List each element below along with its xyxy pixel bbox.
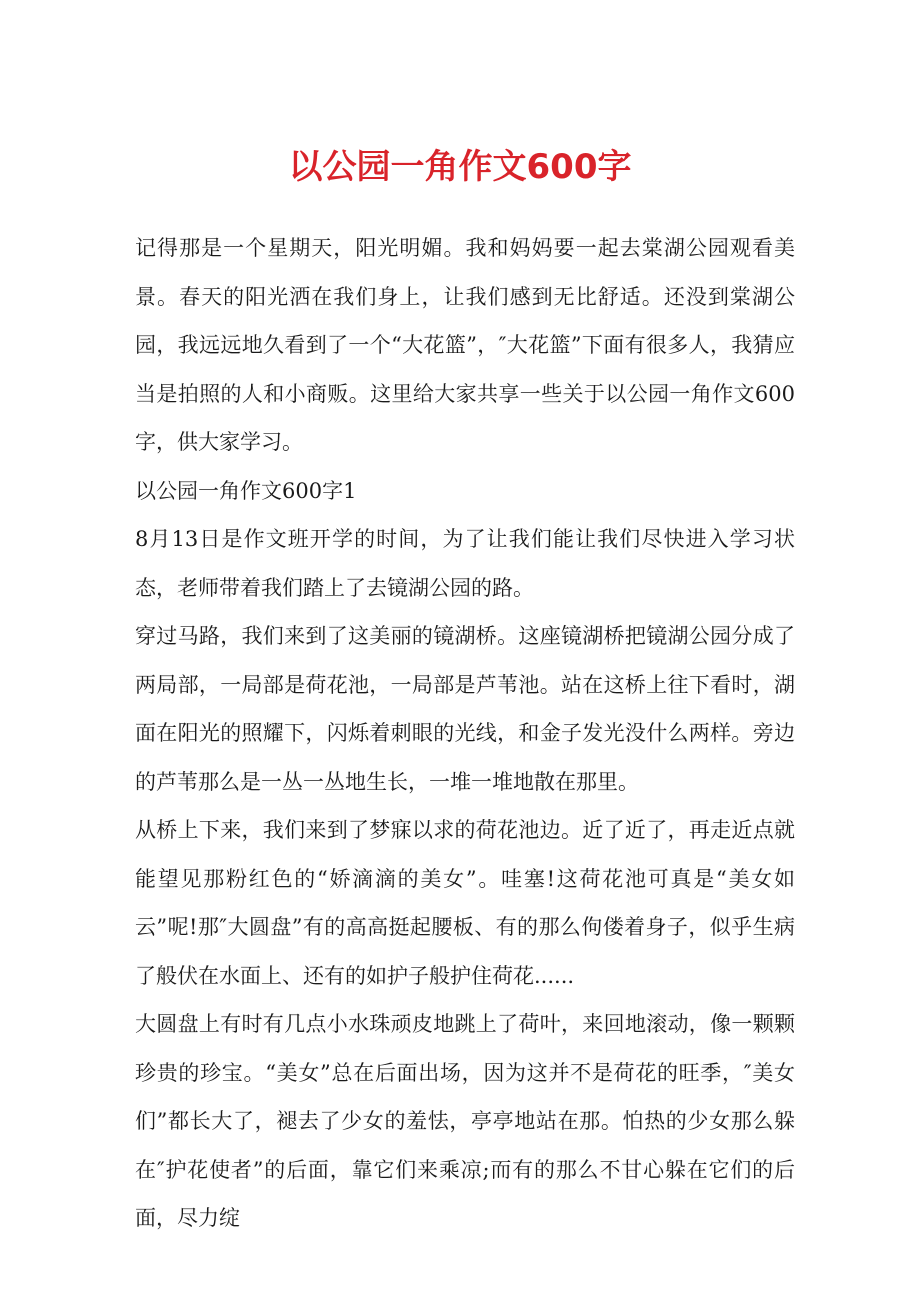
document-body xyxy=(135,224,795,1243)
document-title: 以公园一角作文600字 xyxy=(288,147,632,187)
body-paragraph: 8月13日是作文班开学的时间，为了让我们能让我们尽快进入学习状态，老师带着我们踏上了去镜湖公园的路。 xyxy=(135,527,795,600)
body-paragraph: 从桥上下来，我们来到了梦寐以求的荷花池边。近了近了，再走近点就能望见那粉红色的“娇滴滴的美女”。哇塞!这荷花池可真是“美女如云”呢!那″大圆盘”有的高高挺起腰板、有的那么佝偻着身子，似乎生病了般伏在水面上、还有的如护子般护住荷花...... xyxy=(135,818,795,988)
intro-paragraph: 记得那是一个星期天，阳光明媚。我和妈妈要一起去棠湖公园观看美景。春天的阳光洒在我们身上，让我们感到无比舒适。还没到棠湖公园，我远远地久看到了一个“大花篮”，″大花篮”下面有很多人，我猜应当是拍照的人和小商贩。这里给大家共享一些关于以公园一角作文600字，供大家学习。 xyxy=(135,236,795,454)
body-paragraph: 穿过马路，我们来到了这美丽的镜湖桥。这座镜湖桥把镜湖公园分成了两局部，一局部是荷花池，一局部是芦苇池。站在这桥上往下看时，湖面在阳光的照耀下，闪烁着刺眼的光线，和金子发光没什么两样。旁边的芦苇那么是一丛一丛地生长，一堆一堆地散在那里。 xyxy=(135,624,795,794)
body-paragraph: 大圆盘上有时有几点小水珠顽皮地跳上了荷叶，来回地滚动，像一颗颗珍贵的珍宝。“美女”总在后面出场，因为这并不是荷花的旺季，″美女们”都长大了，褪去了少女的羞怯，亭亭地站在那。怕热的少女那么躲在″护花使者”的后面，靠它们来乘凉;而有的那么不甘心躲在它们的后面，尽力绽 xyxy=(135,1012,795,1230)
section-heading: 以公园一角作文600字1 xyxy=(135,478,357,503)
